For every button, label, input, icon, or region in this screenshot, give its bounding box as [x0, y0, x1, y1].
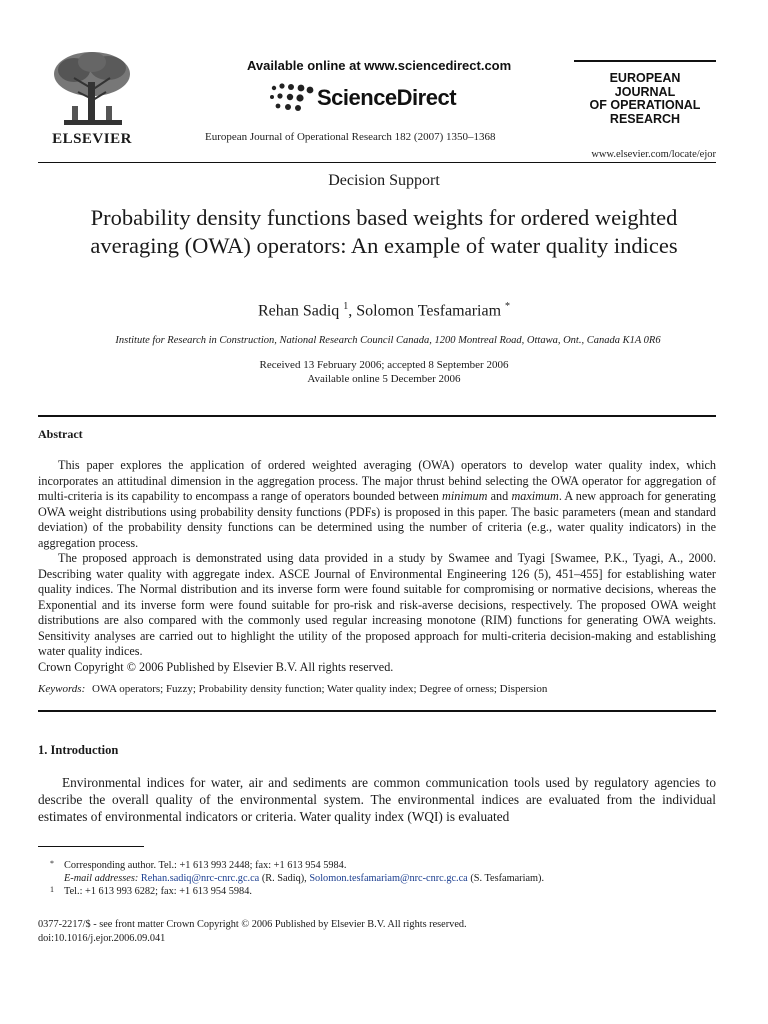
- journal-citation: European Journal of Operational Research 182 (2007) 1350–1368: [205, 131, 496, 143]
- doi-line[interactable]: doi:10.1016/j.ejor.2006.09.041: [38, 932, 166, 944]
- article-title: Probability density functions based weights for ordered weighted averaging (OWA) operators: An example of water quality indices: [90, 205, 678, 258]
- journal-name-line: RESEARCH: [609, 111, 681, 126]
- footnotes: [38, 859, 716, 898]
- footnote-emails: [38, 872, 716, 885]
- footnote-text: Tel.: +1 613 993 6282; fax: +1 613 954 5984.: [64, 886, 252, 897]
- keywords-label: Keywords:: [38, 683, 86, 695]
- abstract-paragraph: The proposed approach is demonstrated using data provided in a study by Swamee and Tyagi [Swamee, P.K., Tyagi, A., 2000. Describing water quality with aggregate index. ASCE Journal of Environmental Engineering 126 (5), 451–455] for establishing water quality indices. The Normal distribution and its inverse form were found suitable for compromising or normative decisions, whereas the Exponential and its inverse form were found suitable for pro-risk and risk-averse decisions, respectively. The proposed OWA weight distributions are also compared with the commonly used regular increasing monotone (RIM) functions for generating OWA weights. Sensitivity analyses are carried out to highlight the utility of the proposed approach for multi-criteria decision-making and establishing water quality indices.: [38, 551, 716, 658]
- journal-name-line: JOURNAL: [614, 84, 676, 99]
- section-heading: 1. Introduction: [38, 743, 119, 757]
- abstract-top-rule: [38, 415, 716, 417]
- footnote-marker[interactable]: *: [505, 301, 511, 312]
- email-link[interactable]: Solomon.tesfamariam@nrc-cnrc.gc.ca: [309, 873, 468, 884]
- footnote-text: Corresponding author. Tel.: +1 613 993 2448; fax: +1 613 954 5984.: [64, 860, 347, 871]
- authors-line: [0, 301, 768, 320]
- abstract-text-span: and: [487, 489, 512, 503]
- available-online-text: Available online at www.sciencedirect.com: [247, 58, 512, 73]
- ejor-top-rule: [574, 60, 716, 62]
- journal-url-link[interactable]: www.elsevier.com/locate/ejor: [591, 149, 716, 160]
- abstract-bottom-rule: [38, 710, 716, 712]
- article-section: Decision Support: [328, 172, 440, 189]
- footnote-mark: 1: [50, 885, 54, 894]
- author-name: Rehan Sadiq: [257, 302, 340, 320]
- email-owner: (R. Sadiq),: [259, 873, 310, 884]
- front-matter-line: 0377-2217/$ - see front matter Crown Copyright © 2006 Published by Elsevier B.V. All rights reserved.: [38, 919, 467, 930]
- emphasis: maximum: [511, 489, 559, 503]
- footnote-rule: [38, 846, 144, 847]
- abstract-text-span: This paper explores the application of ordered weighted averaging (OWA) operators to develop water quality index, which incorporates an attitudinal dimension in the aggregation process. The major thrust behind selecting the OWA operator for aggregation of multi-criteria is its capability to encompass a range of operators bounded between: [38, 458, 716, 503]
- body-paragraph: Environmental indices for water, air and sediments are common communication tools used by regulatory agencies to describe the overall quality of the environmental system. The environmental indices are evaluated from the individual estimates of environmental indicators or criteria. Water quality index (WQI) is evaluated: [38, 775, 716, 824]
- journal-name-block: [574, 72, 716, 126]
- abstract-copyright: Crown Copyright © 2006 Published by Elsevier B.V. All rights reserved.: [38, 659, 394, 674]
- abstract-text: [38, 458, 716, 675]
- received-date: Received 13 February 2006; accepted 8 September 2006: [259, 359, 509, 371]
- email-owner: (S. Tesfamariam).: [467, 873, 545, 884]
- author-name: Solomon Tesfamariam: [356, 302, 502, 320]
- intro-text: [38, 774, 716, 825]
- abstract-paragraph: [38, 458, 716, 551]
- footnote: [38, 885, 716, 898]
- footnote-marker[interactable]: 1: [343, 301, 349, 312]
- affiliation: Institute for Research in Construction, National Research Council Canada, 1200 Montreal Road, Ottawa, Ont., Canada K1A 0R6: [115, 335, 661, 346]
- footnote: [38, 859, 716, 872]
- footnote-mark: *: [50, 859, 54, 868]
- publisher-name: ELSEVIER: [52, 131, 132, 147]
- available-date: Available online 5 December 2006: [307, 373, 461, 385]
- sciencedirect-dots-icon: [268, 82, 314, 112]
- sciencedirect-wordmark: ScienceDirect: [317, 85, 457, 110]
- keywords-line: [38, 683, 716, 695]
- copyright-footer: [38, 918, 467, 945]
- header-divider: [38, 162, 716, 163]
- author-separator: ,: [348, 302, 357, 320]
- keywords-list: OWA operators; Fuzzy; Probability density function; Water quality index; Degree of orness; Dispersion: [92, 683, 548, 695]
- email-link[interactable]: Rehan.sadiq@nrc-cnrc.gc.ca: [140, 873, 260, 884]
- email-label: E-mail addresses:: [64, 873, 139, 884]
- journal-name-line: EUROPEAN: [609, 71, 681, 85]
- article-dates: [0, 358, 768, 386]
- abstract-heading: Abstract: [38, 427, 83, 441]
- journal-name-line: OF OPERATIONAL: [589, 98, 701, 112]
- emphasis: minimum: [442, 489, 488, 503]
- abstract-text-span: . A new approach for generating OWA weight distributions using probability density functions (PDFs) is proposed in this paper. The basic parameters (mean and standard deviation) of the probability density functions can be determined using the number of criteria (e.g., water quality indicators) in the aggregation process.: [38, 489, 716, 550]
